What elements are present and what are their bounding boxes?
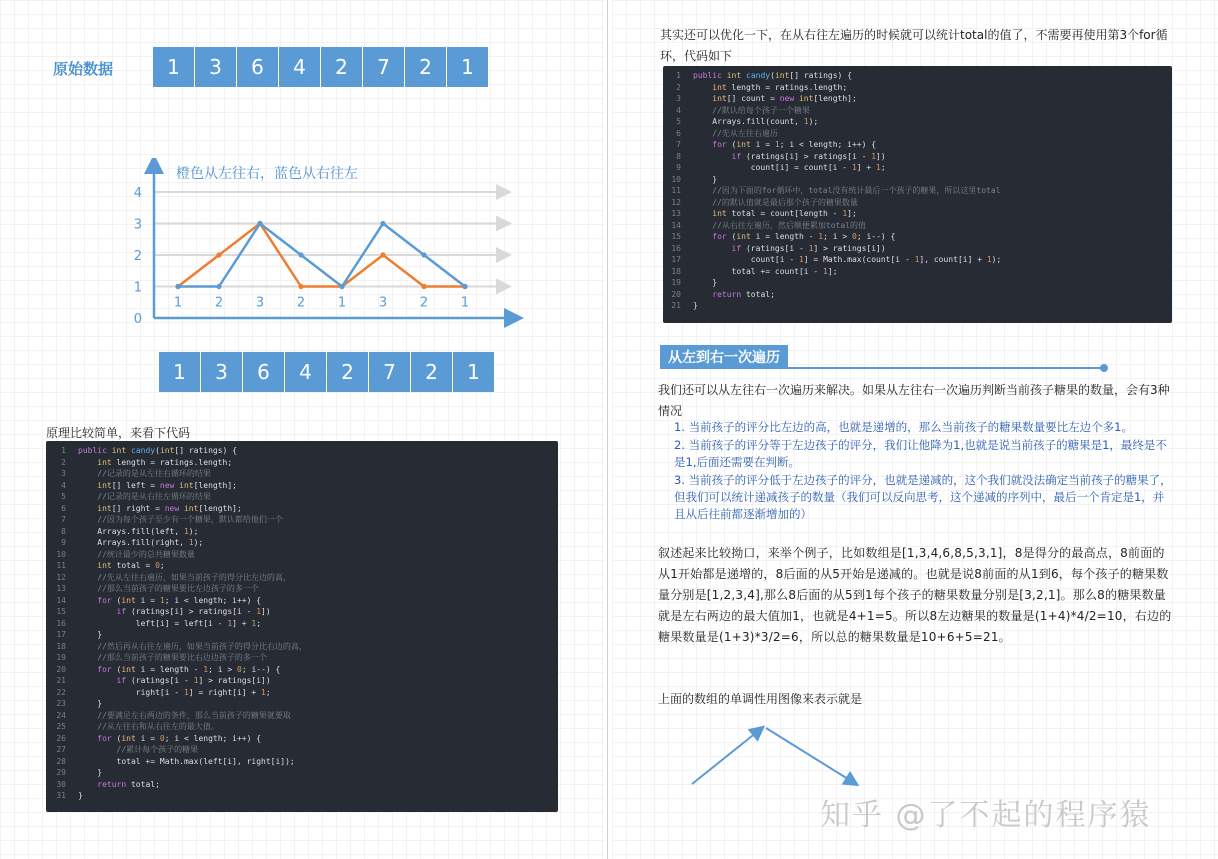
line-number: 1 [676,71,681,80]
y-tick-label: 4 [133,186,142,201]
line-number: 28 [56,756,66,766]
series-1-segment [219,224,260,256]
x-tick-label: 3 [378,295,388,311]
line-number: 17 [56,630,66,639]
code-text: for (int i = 1; i < length; i++) { [97,595,262,605]
line-number: 16 [56,618,66,628]
series-2-point [339,284,344,289]
code-text: //累计每个孩子的糖果 [116,745,199,754]
line-number: 21 [671,301,681,310]
line-number: 16 [671,243,681,253]
y-tick-label: 1 [133,280,142,296]
line-number: 14 [56,595,66,605]
series-1-point [421,284,426,289]
code-right-line [663,174,1172,186]
series-2-point [421,252,426,257]
code-right-line [663,289,1172,301]
code-left-line [46,572,558,584]
code-text: if (ratings[i - 1] > ratings[i]) [116,676,271,685]
case-item: 3. 当前孩子的评分低于左边孩子的评分，也就是递减的，这个我们就没法确定当前孩子的糖果了，但我们可以统计递减孩子的数量（我们可以反向思考，这个递减的序列中，最后一个肯定是1，并且从后往前都逐渐增加的） [674,473,1172,521]
y-tick-label: 0 [133,312,142,327]
code-left-line [46,526,558,538]
series-1-segment [178,255,219,287]
code-text: return total; [97,779,160,789]
case-item: 1. 当前孩子的评分比左边的高，也就是递增的，那么当前孩子的糖果数量要比左边个多1。 [674,420,1133,434]
code-right-line [663,128,1172,140]
array-top-cell: 2 [405,47,446,87]
series-1-segment [383,255,424,287]
code-left-line [46,664,558,676]
code-left-line [46,744,558,756]
code-text: int total = 0; [97,561,165,570]
array-bottom-cell: 2 [327,352,368,392]
code-right-line [663,70,1172,82]
code-right-line [663,208,1172,220]
line-number: 10 [56,549,66,559]
line-number: 24 [56,710,66,720]
code-text: } [78,791,83,800]
code-text: } [78,768,103,777]
code-right-line [663,162,1172,174]
line-number: 18 [671,266,681,276]
code-text: //先从左往右遍历 [712,128,778,138]
line-number: 27 [56,745,66,754]
code-left-line [46,457,558,469]
code-left-line [46,687,558,699]
code-left-line [46,710,558,722]
code-left-line [46,767,558,779]
line-number: 10 [671,174,681,184]
original-data-label: 原始数据 [53,60,114,78]
code-left-line [46,756,558,768]
code-right-line [663,220,1172,232]
y-tick-label: 3 [133,217,142,233]
code-text: //统计最少的总共糖果数量 [97,549,195,559]
code-text: //默认给每个孩子一个糖果 [712,105,810,115]
line-number: 20 [56,664,66,674]
code-text: if (ratings[i] > ratings[i - 1]) [116,607,271,616]
code-left-line [46,595,558,607]
code-text: //要满足左右两边的条件，那么当前孩子的糖果就要取 [97,710,291,720]
series-2-point [380,221,385,226]
code-left-line [46,641,558,653]
code-text: //记录的是从右往左循环的结果 [97,492,211,501]
series-2-point [298,252,303,257]
code-text: for (int i = length - 1; i > 0; i--) { [97,664,281,674]
code-right-line [663,151,1172,163]
code-text: } [78,699,103,708]
paragraph-cases-intro: 我们还可以从左往右一次遍历来解决。如果从左往右一次遍历判断当前孩子糖果的数量，会有3种情况 [658,383,1170,418]
line-number: 23 [56,699,66,708]
code-text: //的默认值就是最后那个孩子的糖果数量 [712,197,858,207]
line-number: 9 [61,538,66,547]
code-text: } [693,301,698,310]
page-divider [607,0,608,859]
code-left-line [46,503,558,515]
line-number: 7 [61,515,66,524]
x-tick-label: 1 [173,295,183,311]
code-text: return total; [712,289,775,299]
code-right-line [663,185,1172,197]
line-number: 25 [56,722,66,731]
array-bottom-cell: 4 [285,352,326,392]
code-left-line [46,629,558,641]
line-number: 11 [671,186,681,195]
candy-chart [128,158,528,333]
code-text: int[] left = new int[length]; [97,480,237,490]
code-right-line [663,197,1172,209]
line-number: 31 [56,791,66,800]
watermark: 知乎 @了不起的程序猿 [820,798,1152,833]
array-top-cell: 2 [321,47,362,87]
code-block-left [46,441,558,812]
line-number: 12 [56,572,66,582]
code-text: //先从左往右遍历，如果当前孩子的得分比左边的高， [97,572,291,582]
code-text: } [693,278,718,287]
code-text: for (int i = 0; i < length; i++) { [97,733,262,743]
line-number: 2 [61,457,66,467]
code-text: //从右往左遍历，然后顺便累加total的值 [712,220,866,230]
paragraph-example: 叙述起来比较拗口，来举个例子，比如数组是[1,3,4,6,8,5,3,1]，8是得分的最高点，8前面的从1开始都是递增的，8后面的从5开始是递减的。也就是说8前面的从1到6，每个孩子的糖果数量分别是[1,2,3,4],那么8后面的从5到1每个孩子的糖果数量分别是[3,2,1]。那么8的糖果数量就是左右两边的最大值加1，也就是4+1=5。所以8左边糖果的数量是(1+4)*4/2=10，右边的糖果数量是(1+3)*3/2=6，所以总的糖果数量是10+6+5=21。 [658,546,1172,644]
code-right-line [663,231,1172,243]
code-right-line [663,105,1172,117]
series-1-point [216,252,221,257]
line-number: 30 [56,779,66,789]
line-number: 8 [61,526,66,536]
line-number: 19 [671,278,681,287]
paragraph-monotonic: 上面的数组的单调性用图像来表示就是 [658,692,863,706]
array-top-cell: 6 [237,47,278,87]
line-number: 15 [56,607,66,616]
array-top-cell: 4 [279,47,320,87]
cases-list [674,419,1174,524]
line-number: 20 [671,289,681,299]
line-number: 1 [61,446,66,455]
line-number: 18 [56,641,66,651]
code-text: //那么当前孩子的糖果要比左边孩子的多一个 [97,584,259,593]
code-text: if (ratings[i] > ratings[i - 1]) [731,151,886,161]
code-text: int total = count[length - 1]; [712,209,857,218]
code-right-line [663,243,1172,255]
array-bottom-cell: 3 [201,352,242,392]
code-text: //从左往右和从右往左的最大值。 [97,722,219,731]
code-text: public int candy(int[] ratings) { [78,446,238,455]
line-number: 13 [56,584,66,593]
code-left-line [46,445,558,457]
array-top-cell: 7 [363,47,404,87]
code-text: int length = ratings.length; [97,457,233,467]
code-text: int[] right = new int[length]; [97,503,242,513]
code-text: for (int i = length - 1; i > 0; i--) { [712,232,896,241]
series-1-point [298,284,303,289]
code-right-line [663,139,1172,151]
code-text: left[i] = left[i - 1] + 1; [78,618,262,628]
code-right-line [663,266,1172,278]
code-left-line [46,618,558,630]
x-tick-label: 1 [460,295,470,311]
code-text: //因为下面的for循环中，total没有统计最后一个孩子的糖果，所以这里total [712,186,1001,195]
array-top-cell: 3 [195,47,236,87]
code-text: total += count[i - 1]; [693,266,838,276]
code-left-line [46,790,558,802]
code-text: if (ratings[i - 1] > ratings[i]) [731,243,886,253]
x-tick-label: 2 [214,295,224,311]
code-left-line [46,721,558,733]
line-number: 17 [671,255,681,264]
code-left-line [46,698,558,710]
line-number: 22 [56,687,66,697]
series-2-segment [301,255,342,287]
line-number: 11 [56,561,66,570]
code-left-line [46,652,558,664]
series-2-point [462,284,467,289]
array-bottom-cell: 6 [243,352,284,392]
series-2-segment [424,255,465,287]
code-left-line [46,606,558,618]
line-number: 6 [61,503,66,513]
chart-title: 橙色从左往右，蓝色从右往左 [176,166,358,182]
line-number: 4 [676,105,681,115]
x-tick-label: 1 [337,295,347,311]
array-bottom-cell: 1 [159,352,200,392]
array-bottom-cell: 2 [411,352,452,392]
line-number: 29 [56,768,66,777]
code-right-line [663,277,1172,289]
code-text: Arrays.fill(left, 1); [78,526,199,536]
code-left-line [46,733,558,745]
line-number: 19 [56,653,66,662]
code-text: //然后再从右往左遍历，如果当前孩子的得分比右边的高， [97,641,307,651]
code-left-line [46,537,558,549]
array-bottom-cell: 7 [369,352,410,392]
code-right-line [663,300,1172,312]
code-left-line [46,514,558,526]
series-2-segment [260,224,301,256]
line-number: 4 [61,480,66,490]
code-text: for (int i = 1; i < length; i++) { [712,140,877,149]
line-number: 13 [671,209,681,218]
heading-underline [660,367,1105,369]
decreasing-arrow [766,728,856,784]
code-block-right [663,66,1172,323]
line-number: 26 [56,733,66,743]
code-text: } [78,630,103,639]
code-text: right[i - 1] = right[i] + 1; [78,687,271,697]
code-left-line [46,560,558,572]
code-left-line [46,675,558,687]
code-text: //那么当前孩子的糖果要比右边边孩子的多一个 [97,653,267,662]
increasing-arrow [692,728,762,784]
section-heading: 从左到右一次遍历 [660,345,788,369]
array-bottom [159,352,495,392]
array-top-cell: 1 [153,47,194,87]
line-number: 15 [671,232,681,241]
code-left-line [46,468,558,480]
code-right-line [663,82,1172,94]
array-bottom-cell: 1 [453,352,494,392]
x-tick-label: 2 [419,295,429,311]
line-number: 12 [671,197,681,207]
code-right-line [663,116,1172,128]
series-2-point [257,221,262,226]
code-text: } [693,174,718,184]
line-number: 2 [676,82,681,92]
code-text: int[] count = new int[length]; [712,94,857,103]
code-text: Arrays.fill(count, 1); [693,117,819,126]
code-text: count[i - 1] = Math.max(count[i - 1], count[i] + 1); [693,255,1002,264]
x-tick-label: 3 [255,295,265,311]
line-number: 8 [676,151,681,161]
code-right-line [663,254,1172,266]
code-text: public int candy(int[] ratings) { [693,71,853,80]
line-number: 7 [676,140,681,149]
code-left-line [46,583,558,595]
code-left-line [46,491,558,503]
code-caption: 原理比较简单，来看下代码 [46,426,191,440]
intro-paragraph: 其实还可以优化一下，在从右往左遍历的时候就可以统计total的值了，不需要再使用第3个for循环，代码如下 [660,28,1168,63]
line-number: 3 [61,469,66,478]
series-1-segment [342,255,383,287]
line-number: 21 [56,676,66,685]
code-text: //记录的是从左往右循环的结果 [97,469,211,478]
code-left-line [46,779,558,791]
code-left-line [46,549,558,561]
line-number: 9 [676,163,681,172]
series-2-point [216,284,221,289]
code-left-line [46,480,558,492]
line-number: 5 [61,492,66,501]
monotonic-diagram [686,720,866,795]
line-number: 14 [671,220,681,230]
series-2-point [175,284,180,289]
series-2-segment [383,224,424,256]
code-text: int length = ratings.length; [712,82,848,92]
heading-dot [1100,364,1108,372]
case-item: 2. 当前孩子的评分等于左边孩子的评分，我们让他降为1,也就是说当前孩子的糖果是1，最终是不是1,后面还需要在判断。 [674,438,1167,469]
x-tick-label: 2 [296,295,306,311]
series-1-point [380,252,385,257]
code-text: total += Math.max(left[i], right[i]); [78,756,295,766]
y-tick-label: 2 [133,249,142,264]
line-number: 5 [676,117,681,126]
code-text: //因为每个孩子至少有一个糖果，默认都给他们一个 [97,515,283,524]
line-number: 3 [676,94,681,103]
code-text: count[i] = count[i - 1] + 1; [693,163,886,172]
code-right-line [663,93,1172,105]
array-top [153,47,489,87]
array-top-cell: 1 [447,47,488,87]
code-text: Arrays.fill(right, 1); [78,538,204,547]
line-number: 6 [676,128,681,138]
